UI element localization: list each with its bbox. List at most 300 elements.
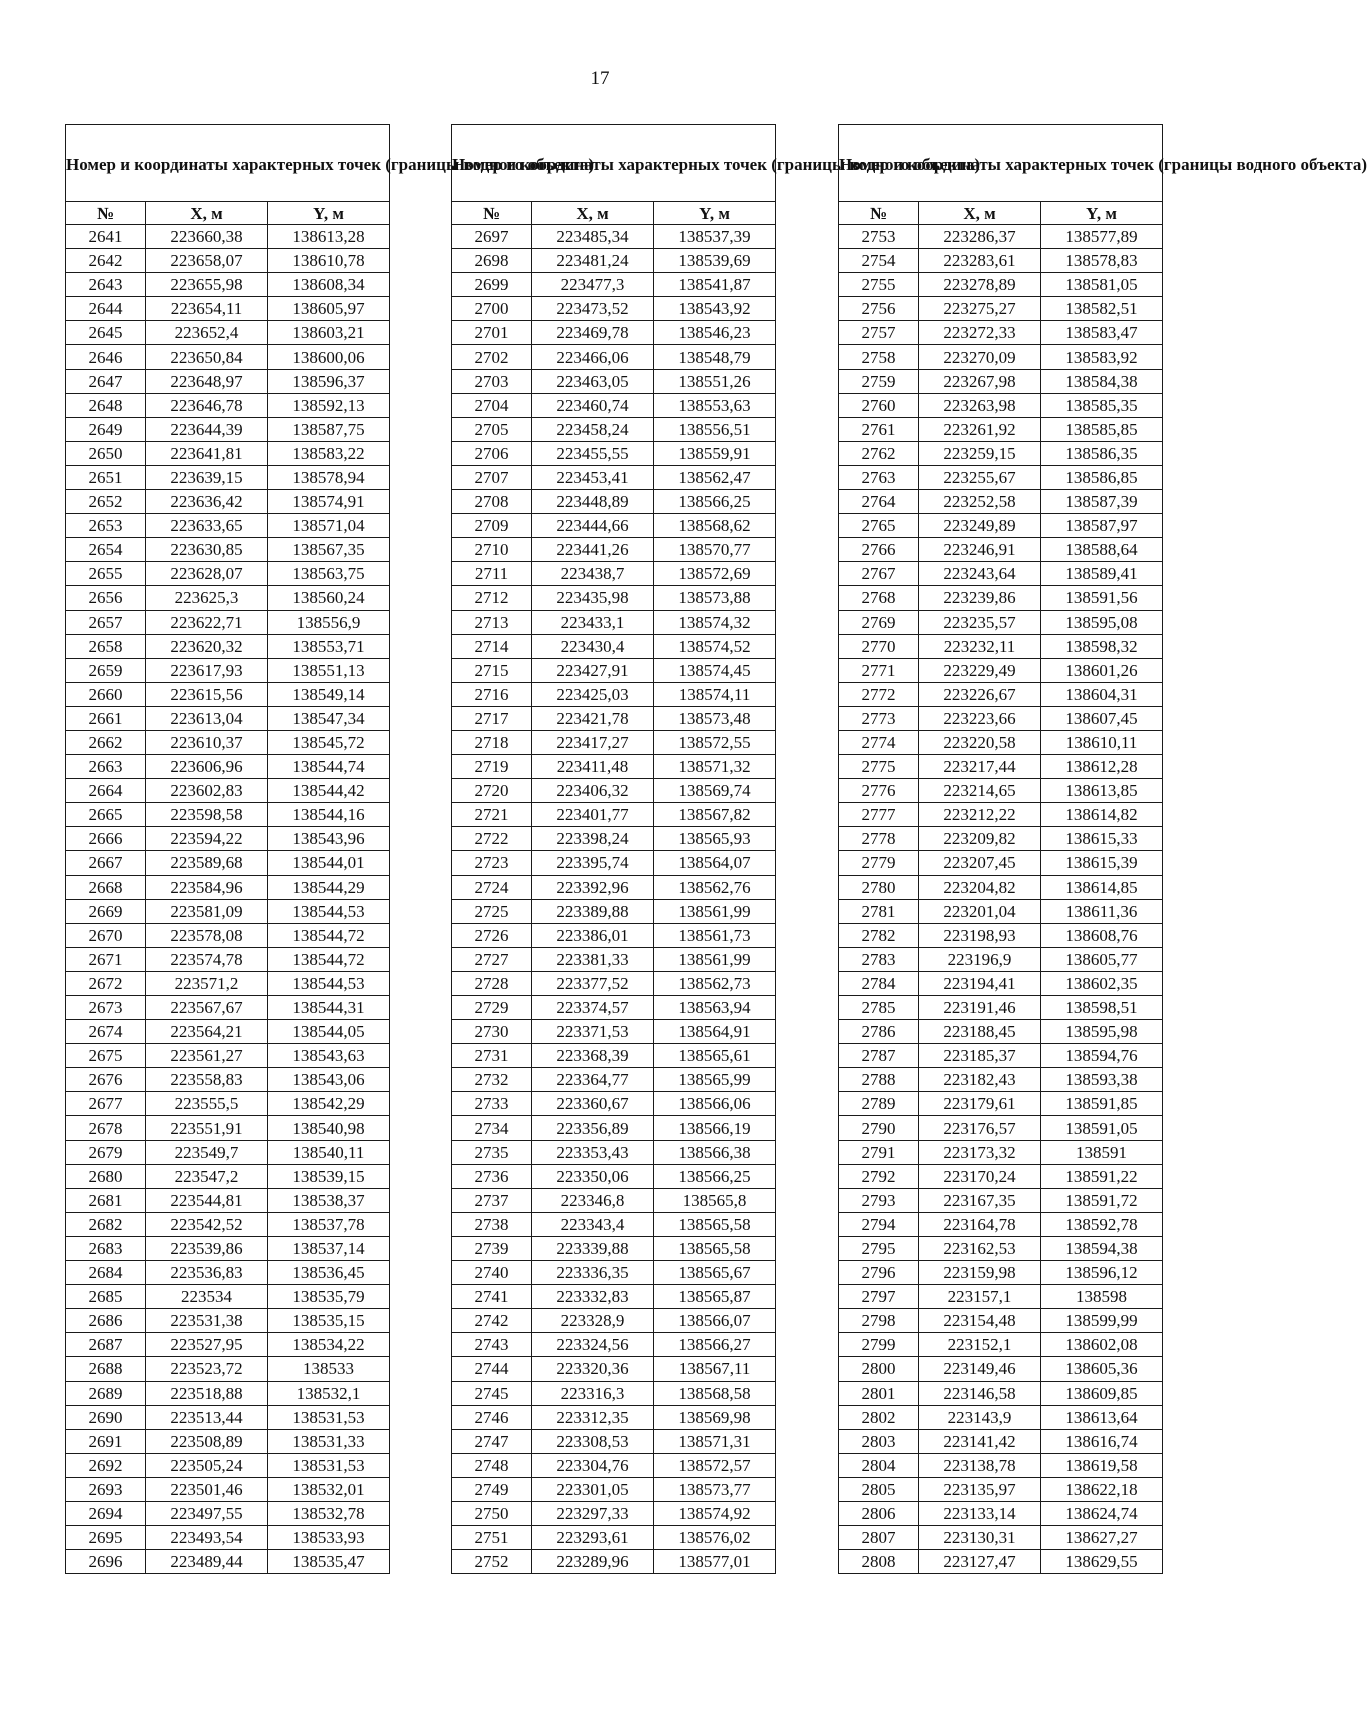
table-caption: Номер и координаты характерных точек (границы водного объекта) xyxy=(452,125,776,202)
x-coordinate: 223613,04 xyxy=(146,706,268,730)
y-coordinate: 138568,58 xyxy=(654,1381,776,1405)
table-row xyxy=(66,1188,390,1212)
x-coordinate: 223259,15 xyxy=(919,441,1041,465)
point-number: 2751 xyxy=(452,1526,532,1550)
table-row xyxy=(452,538,776,562)
point-number: 2690 xyxy=(66,1405,146,1429)
header-x: X, м xyxy=(146,202,268,225)
x-coordinate: 223133,14 xyxy=(919,1501,1041,1525)
table-row xyxy=(452,1236,776,1260)
y-coordinate: 138604,31 xyxy=(1041,682,1163,706)
x-coordinate: 223207,45 xyxy=(919,851,1041,875)
y-coordinate: 138605,36 xyxy=(1041,1357,1163,1381)
x-coordinate: 223555,5 xyxy=(146,1092,268,1116)
table-row xyxy=(839,393,1163,417)
x-coordinate: 223633,65 xyxy=(146,514,268,538)
point-number: 2672 xyxy=(66,971,146,995)
y-coordinate: 138609,85 xyxy=(1041,1381,1163,1405)
point-number: 2775 xyxy=(839,755,919,779)
point-number: 2743 xyxy=(452,1333,532,1357)
x-coordinate: 223567,67 xyxy=(146,996,268,1020)
y-coordinate: 138565,87 xyxy=(654,1285,776,1309)
y-coordinate: 138544,72 xyxy=(268,947,390,971)
table-row xyxy=(839,1453,1163,1477)
x-coordinate: 223544,81 xyxy=(146,1188,268,1212)
point-number: 2739 xyxy=(452,1236,532,1260)
point-number: 2645 xyxy=(66,321,146,345)
x-coordinate: 223275,27 xyxy=(919,297,1041,321)
y-coordinate: 138595,08 xyxy=(1041,610,1163,634)
x-coordinate: 223308,53 xyxy=(532,1429,654,1453)
y-coordinate: 138535,79 xyxy=(268,1285,390,1309)
y-coordinate: 138566,07 xyxy=(654,1309,776,1333)
y-coordinate: 138566,06 xyxy=(654,1092,776,1116)
table-row xyxy=(66,875,390,899)
y-coordinate: 138569,98 xyxy=(654,1405,776,1429)
y-coordinate: 138532,01 xyxy=(268,1477,390,1501)
x-coordinate: 223217,44 xyxy=(919,755,1041,779)
point-number: 2673 xyxy=(66,996,146,1020)
table-row xyxy=(66,947,390,971)
x-coordinate: 223444,66 xyxy=(532,514,654,538)
table-row xyxy=(839,273,1163,297)
point-number: 2759 xyxy=(839,369,919,393)
x-coordinate: 223146,58 xyxy=(919,1381,1041,1405)
y-coordinate: 138578,83 xyxy=(1041,249,1163,273)
point-number: 2764 xyxy=(839,490,919,514)
x-coordinate: 223549,7 xyxy=(146,1140,268,1164)
x-coordinate: 223289,96 xyxy=(532,1550,654,1574)
x-coordinate: 223312,35 xyxy=(532,1405,654,1429)
y-coordinate: 138608,34 xyxy=(268,273,390,297)
x-coordinate: 223381,33 xyxy=(532,947,654,971)
point-number: 2800 xyxy=(839,1357,919,1381)
header-x: X, м xyxy=(532,202,654,225)
table-row xyxy=(66,1068,390,1092)
point-number: 2790 xyxy=(839,1116,919,1140)
point-number: 2644 xyxy=(66,297,146,321)
point-number: 2725 xyxy=(452,899,532,923)
y-coordinate: 138562,47 xyxy=(654,465,776,489)
x-coordinate: 223182,43 xyxy=(919,1068,1041,1092)
y-coordinate: 138602,35 xyxy=(1041,971,1163,995)
x-coordinate: 223620,32 xyxy=(146,634,268,658)
table-row xyxy=(452,1188,776,1212)
y-coordinate: 138627,27 xyxy=(1041,1526,1163,1550)
x-coordinate: 223167,35 xyxy=(919,1188,1041,1212)
x-coordinate: 223417,27 xyxy=(532,730,654,754)
x-coordinate: 223430,4 xyxy=(532,634,654,658)
x-coordinate: 223558,83 xyxy=(146,1068,268,1092)
x-coordinate: 223339,88 xyxy=(532,1236,654,1260)
table-row xyxy=(839,971,1163,995)
x-coordinate: 223320,36 xyxy=(532,1357,654,1381)
point-number: 2736 xyxy=(452,1164,532,1188)
point-number: 2779 xyxy=(839,851,919,875)
y-coordinate: 138573,77 xyxy=(654,1477,776,1501)
point-number: 2805 xyxy=(839,1477,919,1501)
table-row xyxy=(66,1116,390,1140)
x-coordinate: 223615,56 xyxy=(146,682,268,706)
table-row xyxy=(839,417,1163,441)
table-row xyxy=(839,1188,1163,1212)
x-coordinate: 223127,47 xyxy=(919,1550,1041,1574)
table-row xyxy=(839,1261,1163,1285)
table-row xyxy=(452,297,776,321)
x-coordinate: 223350,06 xyxy=(532,1164,654,1188)
table-row xyxy=(452,755,776,779)
point-number: 2761 xyxy=(839,417,919,441)
table-row xyxy=(839,586,1163,610)
table-row xyxy=(66,1501,390,1525)
point-number: 2664 xyxy=(66,779,146,803)
x-coordinate: 223220,58 xyxy=(919,730,1041,754)
x-coordinate: 223141,42 xyxy=(919,1429,1041,1453)
y-coordinate: 138591,56 xyxy=(1041,586,1163,610)
table-row xyxy=(66,1020,390,1044)
point-number: 2734 xyxy=(452,1116,532,1140)
x-coordinate: 223523,72 xyxy=(146,1357,268,1381)
table-row xyxy=(452,803,776,827)
table-row xyxy=(452,875,776,899)
point-number: 2769 xyxy=(839,610,919,634)
y-coordinate: 138596,37 xyxy=(268,369,390,393)
y-coordinate: 138553,71 xyxy=(268,634,390,658)
y-coordinate: 138587,75 xyxy=(268,417,390,441)
x-coordinate: 223398,24 xyxy=(532,827,654,851)
table-row xyxy=(839,1381,1163,1405)
table-row xyxy=(452,1526,776,1550)
point-number: 2657 xyxy=(66,610,146,634)
y-coordinate: 138544,01 xyxy=(268,851,390,875)
point-number: 2770 xyxy=(839,634,919,658)
x-coordinate: 223270,09 xyxy=(919,345,1041,369)
y-coordinate: 138598 xyxy=(1041,1285,1163,1309)
y-coordinate: 138578,94 xyxy=(268,465,390,489)
point-number: 2680 xyxy=(66,1164,146,1188)
y-coordinate: 138595,98 xyxy=(1041,1020,1163,1044)
x-coordinate: 223584,96 xyxy=(146,875,268,899)
x-coordinate: 223441,26 xyxy=(532,538,654,562)
point-number: 2701 xyxy=(452,321,532,345)
y-coordinate: 138543,92 xyxy=(654,297,776,321)
point-number: 2662 xyxy=(66,730,146,754)
point-number: 2731 xyxy=(452,1044,532,1068)
point-number: 2677 xyxy=(66,1092,146,1116)
x-coordinate: 223267,98 xyxy=(919,369,1041,393)
point-number: 2707 xyxy=(452,465,532,489)
table-row xyxy=(452,417,776,441)
x-coordinate: 223534 xyxy=(146,1285,268,1309)
table-row xyxy=(452,1044,776,1068)
table-row xyxy=(66,851,390,875)
table-row xyxy=(66,971,390,995)
y-coordinate: 138543,96 xyxy=(268,827,390,851)
table-row xyxy=(839,851,1163,875)
x-coordinate: 223652,4 xyxy=(146,321,268,345)
x-coordinate: 223164,78 xyxy=(919,1212,1041,1236)
x-coordinate: 223477,3 xyxy=(532,273,654,297)
x-coordinate: 223194,41 xyxy=(919,971,1041,995)
table-row xyxy=(452,682,776,706)
table-row xyxy=(452,1092,776,1116)
y-coordinate: 138567,35 xyxy=(268,538,390,562)
x-coordinate: 223463,05 xyxy=(532,369,654,393)
x-coordinate: 223602,83 xyxy=(146,779,268,803)
table-row xyxy=(66,610,390,634)
point-number: 2655 xyxy=(66,562,146,586)
table-row xyxy=(66,1526,390,1550)
table-row xyxy=(452,1020,776,1044)
y-coordinate: 138574,45 xyxy=(654,658,776,682)
point-number: 2778 xyxy=(839,827,919,851)
point-number: 2685 xyxy=(66,1285,146,1309)
table-row xyxy=(452,1116,776,1140)
y-coordinate: 138572,55 xyxy=(654,730,776,754)
x-coordinate: 223304,76 xyxy=(532,1453,654,1477)
y-coordinate: 138544,72 xyxy=(268,923,390,947)
x-coordinate: 223453,41 xyxy=(532,465,654,489)
table-row xyxy=(66,1140,390,1164)
table-row xyxy=(452,634,776,658)
point-number: 2787 xyxy=(839,1044,919,1068)
y-coordinate: 138577,01 xyxy=(654,1550,776,1574)
y-coordinate: 138574,52 xyxy=(654,634,776,658)
table-row xyxy=(66,634,390,658)
table-row xyxy=(839,249,1163,273)
y-coordinate: 138539,69 xyxy=(654,249,776,273)
point-number: 2756 xyxy=(839,297,919,321)
x-coordinate: 223571,2 xyxy=(146,971,268,995)
y-coordinate: 138572,69 xyxy=(654,562,776,586)
x-coordinate: 223473,52 xyxy=(532,297,654,321)
point-number: 2648 xyxy=(66,393,146,417)
table-row xyxy=(66,1357,390,1381)
table-row xyxy=(66,1164,390,1188)
y-coordinate: 138613,85 xyxy=(1041,779,1163,803)
point-number: 2748 xyxy=(452,1453,532,1477)
table-row xyxy=(66,1405,390,1429)
x-coordinate: 223421,78 xyxy=(532,706,654,730)
x-coordinate: 223589,68 xyxy=(146,851,268,875)
y-coordinate: 138556,9 xyxy=(268,610,390,634)
x-coordinate: 223481,24 xyxy=(532,249,654,273)
table-row xyxy=(66,369,390,393)
table-row xyxy=(839,803,1163,827)
header-number: № xyxy=(452,202,532,225)
table-row xyxy=(452,249,776,273)
y-coordinate: 138548,79 xyxy=(654,345,776,369)
table-row xyxy=(839,1285,1163,1309)
point-number: 2682 xyxy=(66,1212,146,1236)
table-row xyxy=(452,899,776,923)
table-row xyxy=(452,225,776,249)
x-coordinate: 223293,61 xyxy=(532,1526,654,1550)
point-number: 2695 xyxy=(66,1526,146,1550)
point-number: 2740 xyxy=(452,1261,532,1285)
x-coordinate: 223518,88 xyxy=(146,1381,268,1405)
y-coordinate: 138607,45 xyxy=(1041,706,1163,730)
y-coordinate: 138584,38 xyxy=(1041,369,1163,393)
table-row xyxy=(839,610,1163,634)
y-coordinate: 138546,23 xyxy=(654,321,776,345)
y-coordinate: 138571,04 xyxy=(268,514,390,538)
point-number: 2757 xyxy=(839,321,919,345)
point-number: 2806 xyxy=(839,1501,919,1525)
point-number: 2693 xyxy=(66,1477,146,1501)
x-coordinate: 223162,53 xyxy=(919,1236,1041,1260)
point-number: 2741 xyxy=(452,1285,532,1309)
table-row xyxy=(66,779,390,803)
point-number: 2785 xyxy=(839,996,919,1020)
point-number: 2658 xyxy=(66,634,146,658)
table-row xyxy=(839,875,1163,899)
y-coordinate: 138603,21 xyxy=(268,321,390,345)
y-coordinate: 138574,92 xyxy=(654,1501,776,1525)
table-row xyxy=(839,1212,1163,1236)
x-coordinate: 223243,64 xyxy=(919,562,1041,586)
table-row xyxy=(452,658,776,682)
table-row xyxy=(452,1164,776,1188)
x-coordinate: 223170,24 xyxy=(919,1164,1041,1188)
table-row xyxy=(66,1092,390,1116)
table-row xyxy=(66,562,390,586)
y-coordinate: 138537,39 xyxy=(654,225,776,249)
table-row xyxy=(839,562,1163,586)
table-row xyxy=(452,779,776,803)
table-row xyxy=(839,321,1163,345)
y-coordinate: 138544,42 xyxy=(268,779,390,803)
table-row xyxy=(66,1453,390,1477)
table-row xyxy=(66,586,390,610)
table-row xyxy=(66,490,390,514)
x-coordinate: 223246,91 xyxy=(919,538,1041,562)
point-number: 2760 xyxy=(839,393,919,417)
point-number: 2737 xyxy=(452,1188,532,1212)
point-number: 2696 xyxy=(66,1550,146,1574)
table-row xyxy=(839,923,1163,947)
x-coordinate: 223625,3 xyxy=(146,586,268,610)
point-number: 2804 xyxy=(839,1453,919,1477)
y-coordinate: 138543,06 xyxy=(268,1068,390,1092)
table-row xyxy=(839,441,1163,465)
point-number: 2716 xyxy=(452,682,532,706)
x-coordinate: 223660,38 xyxy=(146,225,268,249)
table-row xyxy=(66,682,390,706)
x-coordinate: 223628,07 xyxy=(146,562,268,586)
point-number: 2747 xyxy=(452,1429,532,1453)
x-coordinate: 223157,1 xyxy=(919,1285,1041,1309)
point-number: 2649 xyxy=(66,417,146,441)
table-row xyxy=(839,1164,1163,1188)
y-coordinate: 138547,34 xyxy=(268,706,390,730)
point-number: 2643 xyxy=(66,273,146,297)
table-row xyxy=(452,490,776,514)
y-coordinate: 138544,74 xyxy=(268,755,390,779)
table-row xyxy=(839,996,1163,1020)
x-coordinate: 223395,74 xyxy=(532,851,654,875)
point-number: 2727 xyxy=(452,947,532,971)
x-coordinate: 223648,97 xyxy=(146,369,268,393)
point-number: 2665 xyxy=(66,803,146,827)
y-coordinate: 138563,94 xyxy=(654,996,776,1020)
x-coordinate: 223630,85 xyxy=(146,538,268,562)
x-coordinate: 223435,98 xyxy=(532,586,654,610)
y-coordinate: 138537,14 xyxy=(268,1236,390,1260)
y-coordinate: 138599,99 xyxy=(1041,1309,1163,1333)
table-row xyxy=(839,1550,1163,1574)
point-number: 2798 xyxy=(839,1309,919,1333)
y-coordinate: 138574,32 xyxy=(654,610,776,634)
y-coordinate: 138544,53 xyxy=(268,971,390,995)
coordinates-table-3 xyxy=(838,124,1367,1574)
header-number: № xyxy=(66,202,146,225)
y-coordinate: 138574,91 xyxy=(268,490,390,514)
y-coordinate: 138565,61 xyxy=(654,1044,776,1068)
table-row xyxy=(452,827,776,851)
point-number: 2656 xyxy=(66,586,146,610)
table-row xyxy=(452,1405,776,1429)
y-coordinate: 138567,82 xyxy=(654,803,776,827)
table-row xyxy=(839,658,1163,682)
point-number: 2660 xyxy=(66,682,146,706)
x-coordinate: 223527,95 xyxy=(146,1333,268,1357)
table-row xyxy=(839,1092,1163,1116)
y-coordinate: 138576,02 xyxy=(654,1526,776,1550)
y-coordinate: 138598,51 xyxy=(1041,996,1163,1020)
y-coordinate: 138565,67 xyxy=(654,1261,776,1285)
x-coordinate: 223389,88 xyxy=(532,899,654,923)
table-row xyxy=(66,1333,390,1357)
point-number: 2774 xyxy=(839,730,919,754)
point-number: 2713 xyxy=(452,610,532,634)
table-row xyxy=(839,1068,1163,1092)
point-number: 2714 xyxy=(452,634,532,658)
x-coordinate: 223374,57 xyxy=(532,996,654,1020)
y-coordinate: 138566,25 xyxy=(654,1164,776,1188)
y-coordinate: 138566,38 xyxy=(654,1140,776,1164)
table-row xyxy=(66,393,390,417)
point-number: 2675 xyxy=(66,1044,146,1068)
table-row xyxy=(452,393,776,417)
table-row xyxy=(66,465,390,489)
table-row xyxy=(839,755,1163,779)
y-coordinate: 138610,11 xyxy=(1041,730,1163,754)
y-coordinate: 138564,07 xyxy=(654,851,776,875)
x-coordinate: 223606,96 xyxy=(146,755,268,779)
point-number: 2738 xyxy=(452,1212,532,1236)
y-coordinate: 138614,82 xyxy=(1041,803,1163,827)
y-coordinate: 138573,48 xyxy=(654,706,776,730)
x-coordinate: 223360,67 xyxy=(532,1092,654,1116)
point-number: 2684 xyxy=(66,1261,146,1285)
table-row xyxy=(452,851,776,875)
header-y: Y, м xyxy=(654,202,776,225)
y-coordinate: 138536,45 xyxy=(268,1261,390,1285)
y-coordinate: 138545,72 xyxy=(268,730,390,754)
x-coordinate: 223644,39 xyxy=(146,417,268,441)
y-coordinate: 138544,16 xyxy=(268,803,390,827)
table-row xyxy=(839,1116,1163,1140)
x-coordinate: 223547,2 xyxy=(146,1164,268,1188)
table-row xyxy=(452,1285,776,1309)
y-coordinate: 138562,76 xyxy=(654,875,776,899)
x-coordinate: 223561,27 xyxy=(146,1044,268,1068)
point-number: 2772 xyxy=(839,682,919,706)
point-number: 2776 xyxy=(839,779,919,803)
x-coordinate: 223143,9 xyxy=(919,1405,1041,1429)
y-coordinate: 138561,99 xyxy=(654,899,776,923)
